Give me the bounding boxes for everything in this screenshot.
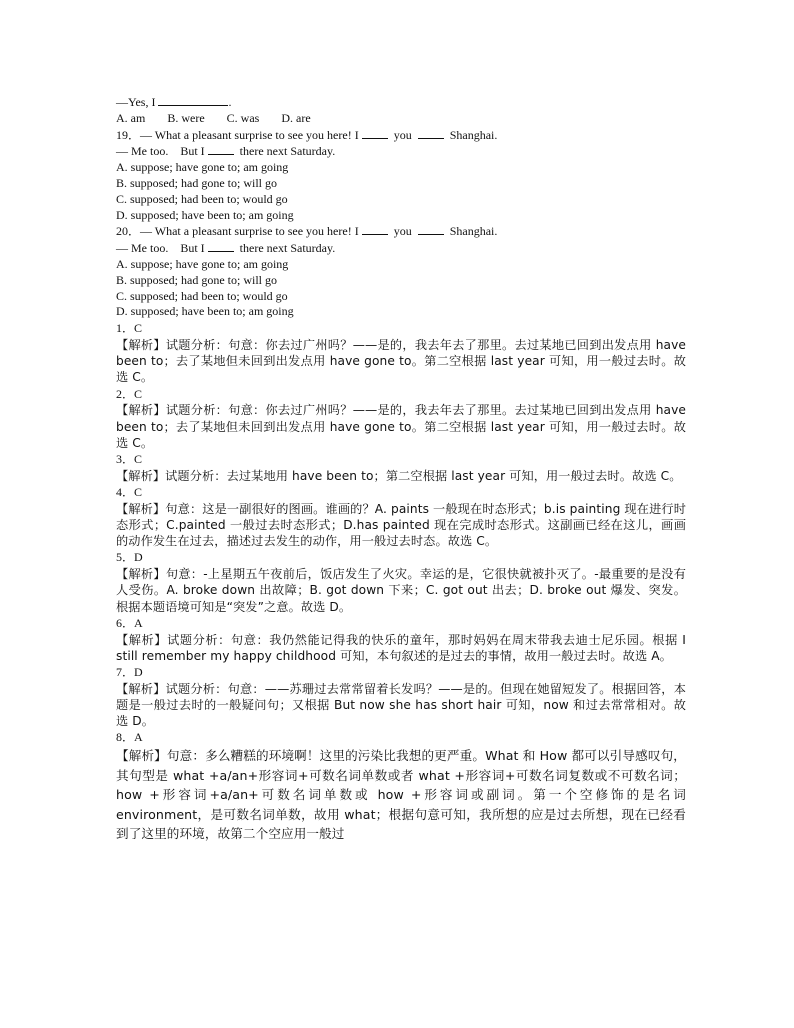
answer-blank bbox=[158, 94, 228, 106]
question-20-option-c: C. supposed; had been to; would go bbox=[116, 288, 288, 303]
answer-explanation: 【解析】句意：这是一副很好的图画。谁画的？A. paints 一般现在时态形式；b.is painting 现在进行时态形式；C.painted 一般过去时态形式；D.has painted 现在完成时态形式。这副画已经在这儿，画画的动作发生在过去，描述过去发生的动作，用一般过去时态。故选 C。 bbox=[116, 501, 686, 549]
answer-number: 8．A bbox=[116, 730, 143, 745]
question-20-option-d: D. supposed; have been to; am going bbox=[116, 304, 294, 319]
question-19-option-c: C. supposed; had been to; would go bbox=[116, 191, 288, 206]
answer-explanation: 【解析】试题分析：句意：我仍然能记得我的快乐的童年，那时妈妈在周末带我去迪士尼乐园。根据 I still remember my happy childhood 可知，本句叙述的是过去的事情，故用一般过去时。故选 A。 bbox=[116, 632, 686, 663]
answer-number: 5．D bbox=[116, 550, 143, 565]
option-b: B. were bbox=[167, 110, 205, 125]
answer-item-1 bbox=[116, 321, 686, 385]
question-19-reply: — Me too. But I there next Saturday. bbox=[116, 144, 336, 159]
answer-blank bbox=[418, 223, 444, 235]
answer-number: 2．C bbox=[116, 386, 143, 401]
answer-explanation: 【解析】试题分析：句意：——苏珊过去常常留着长发吗？——是的。但现在她留短发了。根据回答，本题是一般过去时的一般疑问句；又根据 But now she has short hair 可知，now 和过去常常相对。故选 D。 bbox=[116, 681, 686, 729]
option-c: C. was bbox=[226, 110, 260, 125]
answer-item-4 bbox=[116, 485, 686, 549]
answer-explanation: 【解析】句意：-上星期五午夜前后，饭店发生了火灾。幸运的是，它很快就被扑灭了。-最重要的是没有人受伤。A. broke down 出故障；B. got down 下来；C. got out 出去；D. broke out 爆发、突发。根据本题语境可知是“突发”之意。故选 D。 bbox=[116, 567, 686, 614]
answer-item-8 bbox=[116, 730, 686, 843]
answer-explanation: 【解析】句意：多么糟糕的环境啊！这里的污染比我想的更严重。What 和 How 都可以引导感叹句，其句型是 what +a/an+形容词+可数名词单数或者 what +形容词+可数名词复数或不可数名词；how +形容词+a/an+可数名词单数或 how +形容词或副词。第一个空修饰的是名词 environment，是可数名词单数，故用 what；根据句意可知，我所想的应是过去所想，现在已经看到了这里的环境，故第二个空应用一般过 bbox=[116, 748, 686, 842]
question-19-option-d: D. supposed; have been to; am going bbox=[116, 207, 294, 222]
answer-blank bbox=[208, 143, 234, 155]
option-a: A. am bbox=[116, 110, 146, 125]
answer-explanation: 【解析】试题分析：句意：你去过广州吗？——是的，我去年去了那里。去过某地已回到出发点用 have been to；去了某地但未回到出发点用 have gone to。第二空根据 last year 可知，用一般过去时。故选 C。 bbox=[116, 337, 686, 385]
document-page bbox=[116, 94, 686, 844]
answer-item-7 bbox=[116, 665, 686, 729]
question-20-stem: 20．— What a pleasant surprise to see you here! I you Shanghai. bbox=[116, 224, 498, 239]
answer-number: 7．D bbox=[116, 664, 143, 679]
answer-item-3 bbox=[116, 452, 686, 484]
question-20-reply: — Me too. But I there next Saturday. bbox=[116, 241, 336, 256]
answer-explanation: 【解析】试题分析：句意：你去过广州吗？——是的，我去年去了那里。去过某地已回到出发点用 have been to；去了某地但未回到出发点用 have gone to。第二空根据 last year 可知，用一般过去时。故选 C。 bbox=[116, 403, 686, 450]
question-19-option-b: B. supposed; had gone to; will go bbox=[116, 175, 277, 190]
answer-item-5 bbox=[116, 550, 686, 614]
question-19-option-a: A. suppose; have gone to; am going bbox=[116, 160, 289, 175]
question-18-answer-line: —Yes, I . bbox=[116, 95, 232, 109]
answer-number: 3．C bbox=[116, 451, 143, 466]
answer-item-6 bbox=[116, 616, 686, 664]
answer-explanation: 【解析】试题分析：去过某地用 have been to；第二空根据 last year 可知，用一般过去时。故选 C。 bbox=[116, 468, 682, 483]
answer-number: 1．C bbox=[116, 321, 143, 336]
answer-number: 6．A bbox=[116, 615, 143, 630]
question-19-stem: 19．— What a pleasant surprise to see you here! I you Shanghai. bbox=[116, 127, 498, 142]
answer-number: 4．C bbox=[116, 484, 143, 499]
question-20-option-a: A. suppose; have gone to; am going bbox=[116, 256, 289, 271]
option-d: D. are bbox=[281, 110, 311, 125]
answer-blank bbox=[362, 127, 388, 139]
answer-blank bbox=[418, 127, 444, 139]
answer-blank bbox=[362, 223, 388, 235]
question-20-option-b: B. supposed; had gone to; will go bbox=[116, 272, 277, 287]
question-18-options bbox=[116, 111, 686, 127]
answer-blank bbox=[208, 240, 234, 252]
answer-item-2 bbox=[116, 387, 686, 451]
